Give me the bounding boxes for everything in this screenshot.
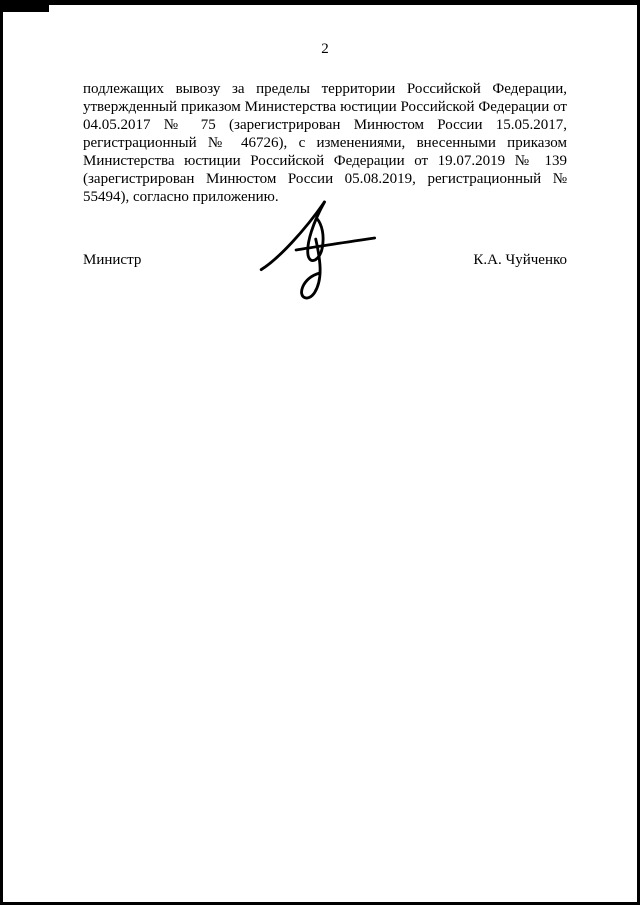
signer-title: Министр [83, 252, 142, 268]
handwritten-signature-icon [259, 194, 379, 306]
page-number: 2 [321, 41, 329, 57]
signer-name: К.А. Чуйченко [473, 252, 567, 268]
scan-border-artifact [3, 5, 49, 12]
signature-block [83, 252, 567, 269]
body-paragraph: подлежащих вывозу за пределы территории Российской Федерации, утвержденный приказом Министерства юстиции Российской Федерации от 04.05.2017 № 75 (зарегистрирован Минюстом России 15.05.2017, регистрационный № 46726), с изменениями, внесенными приказом Министерства юстиции Российской Федерации от 19.07.2019 № 139 (зарегистрирован Минюстом России 05.08.2019, регистрационный № 55494), согласно приложению. [83, 81, 567, 205]
